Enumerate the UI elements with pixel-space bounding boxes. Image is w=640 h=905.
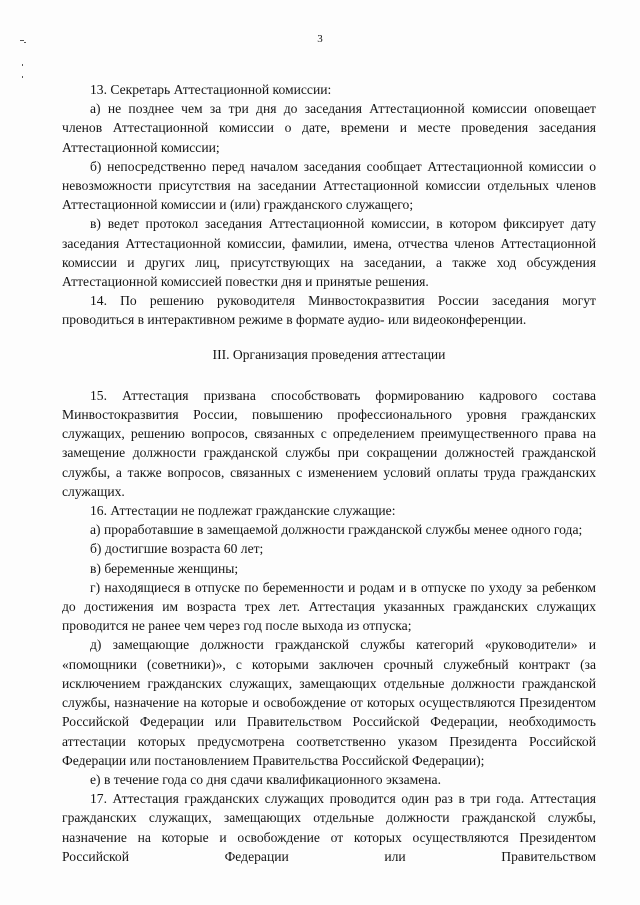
paragraph-14: 14. По решению руководителя Минвостокразвития России заседания могут проводиться в интерактивном режиме в формате аудио- или видеоконференции.: [62, 293, 596, 328]
paragraph-13a: а) не позднее чем за три дня до заседания Аттестационной комиссии оповещает членов Аттестационной комиссии о дате, времени и месте проведения заседания Аттестационной комиссии;: [62, 101, 596, 155]
page-number: 3: [317, 33, 323, 45]
paragraph-13: 13. Секретарь Аттестационной комиссии:: [90, 82, 332, 97]
section-heading: III. Организация проведения аттестации: [212, 346, 446, 362]
paragraph-13b: б) непосредственно перед началом заседания сообщает Аттестационной комиссии о невозможности присутствия на заседании Аттестационной комиссии отдельных членов Аттестационной комиссии и (или) гражданского служащего;: [62, 158, 596, 213]
paragraph-16a: а) проработавшие в замещаемой должности гражданской службы менее одного года;: [90, 522, 583, 538]
paragraph-13c: в) ведет протокол заседания Аттестационной комиссии, в котором фиксирует дату заседания Аттестационной комиссии, фамилии, имена, отчества членов Аттестационной комиссии и других лиц, присутствующих на заседании, а также ход обсуждения Аттестационной комиссией повестки дня и принятые решения.: [62, 216, 596, 290]
paragraph-15: 15. Аттестация призвана способствовать формированию кадрового состава Минвостокразвития России, повышению профессионального уровня гражданских служащих, решению вопросов, связанных с определением преимущественного права на замещение должности гражданской службы при сокращении должностей гражданской службы, а также вопросов, связанных с изменением условий оплаты труда гражданских служащих.: [62, 387, 596, 499]
paragraph-16b: б) достигшие возраста 60 лет;: [90, 541, 264, 557]
document-body: [62, 80, 596, 866]
paragraph-16e: е) в течение года со дня сдачи квалификационного экзамена.: [90, 771, 441, 787]
paragraph-16: 16. Аттестации не подлежат гражданские служащие:: [90, 503, 396, 519]
paragraph-16d: д) замещающие должности гражданской службы категорий «руководители» и «помощники (советники)», с которыми заключен срочный служебный контракт (за исключением гражданских служащих, замещающих отдельные должности гражданской службы, назначение на которые и освобождение от которых осуществляются Президентом Российской Федерации или Правительством Российской Федерации, необходимость аттестации которых предусмотрена соответственно указом Президента Российской Федерации или постановлением Правительства Российской Федерации);: [62, 637, 596, 768]
paragraph-17: 17. Аттестация гражданских служащих проводится один раз в три года. Аттестация гражданских служащих, замещающих отдельные должности гражданской службы, назначение на которые и освобождение от которых осуществляются Президентом Российской Федерации или Правительством: [62, 791, 596, 864]
paragraph-16v: в) беременные женщины;: [90, 560, 239, 576]
paragraph-16g: г) находящиеся в отпуске по беременности и родам и в отпуске по уходу за ребенком до достижения им возраста трех лет. Аттестация указанных гражданских служащих проводится не ранее чем через год после выхода из отпуска;: [62, 579, 596, 634]
